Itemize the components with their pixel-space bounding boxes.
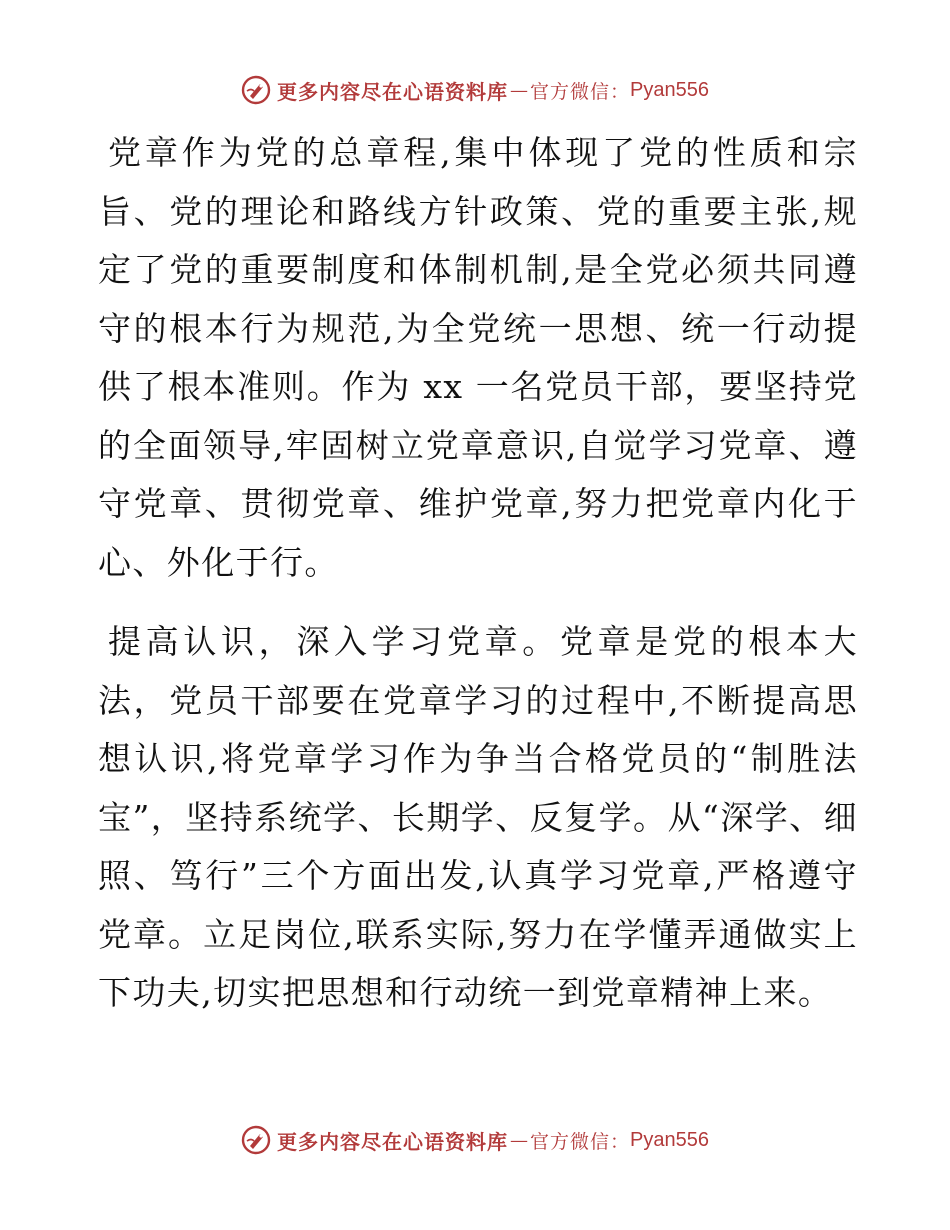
brand-text: 更多内容尽在心语资料库 [277, 79, 508, 104]
paragraph-2: 提高认识，深入学习党章。党章是党的根本大法，党员干部要在党章学习的过程中,不断提高思想认识,将党章学习作为争当合格党员的“制胜法宝”，坚持系统学、长期学、反复学。从“深学、细照、笃行”三个方面出发,认真学习党章,严格遵守党章。立足岗位,联系实际,努力在学懂弄通做实上下功夫,切实把思想和行动统一到党章精神上来。 [98, 622, 858, 1012]
wechat-label: 官方微信： [530, 1130, 631, 1153]
footer-banner [0, 1120, 950, 1160]
separator-dash: — [510, 79, 528, 101]
wechat-id: Pyan556 [630, 78, 709, 101]
pen-nib-seal-icon [241, 1125, 271, 1155]
document-body [98, 124, 858, 1023]
paragraph-1: 党章作为党的总章程,集中体现了党的性质和宗旨、党的理论和路线方针政策、党的重要主张,规定了党的重要制度和体制机制,是全党必须共同遵守的根本行为规范,为全党统一思想、统一行动提供了根本准则。作为 xx 一名党员干部，要坚持党的全面领导,牢固树立党章意识,自觉学习党章、遵守党章、贯彻党章、维护党章,努力把党章内化于心、外化于行。 [98, 133, 858, 582]
brand-text: 更多内容尽在心语资料库 [277, 1129, 508, 1154]
wechat-label: 官方微信： [530, 80, 631, 103]
wechat-id: Pyan556 [630, 1128, 709, 1151]
separator-dash: — [510, 1129, 528, 1151]
header-banner [0, 70, 950, 110]
pen-nib-seal-icon [241, 75, 271, 105]
